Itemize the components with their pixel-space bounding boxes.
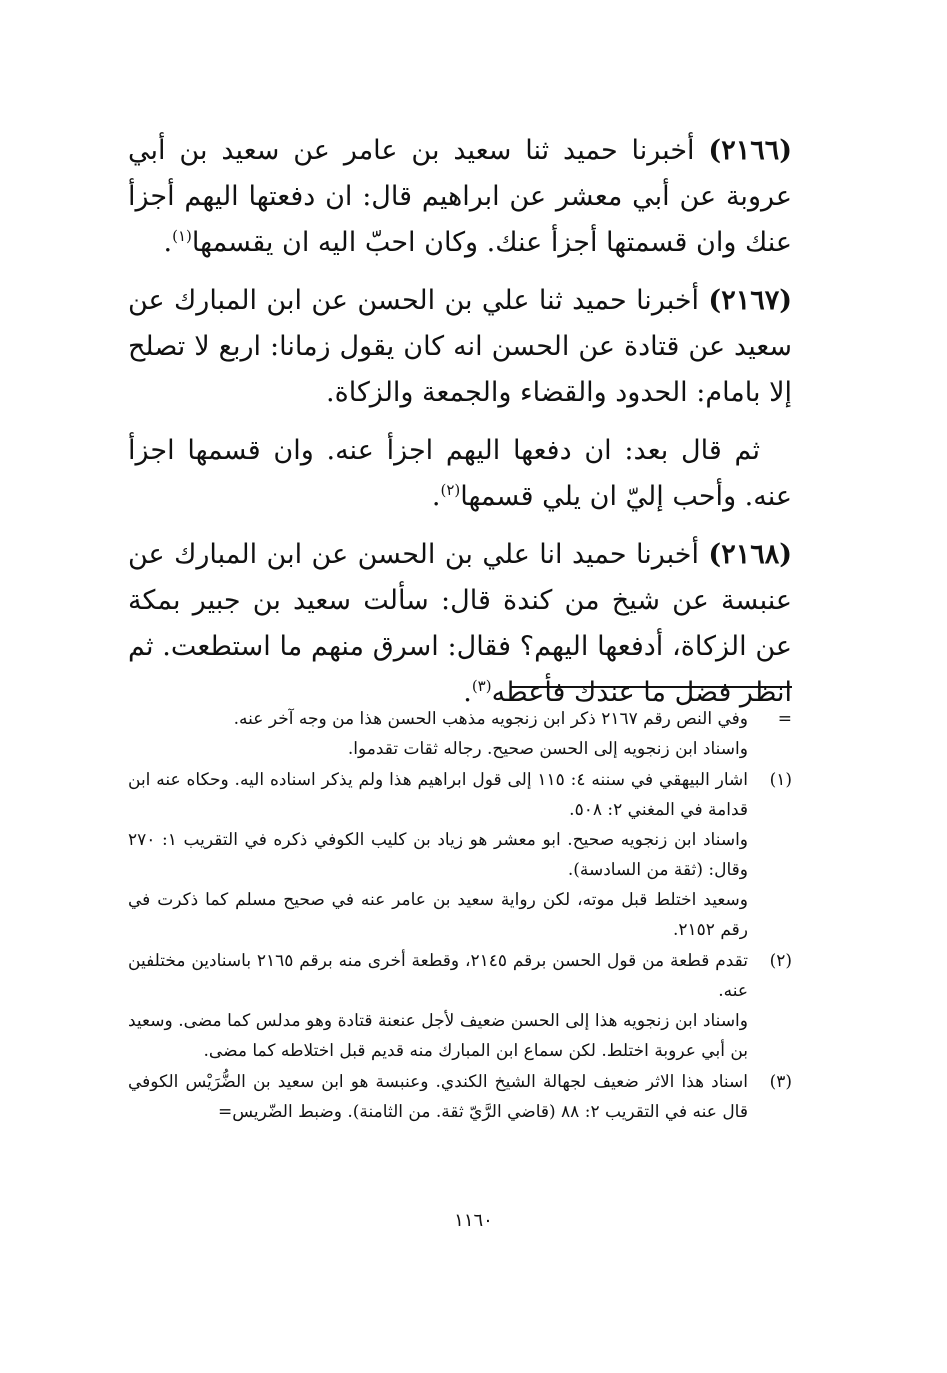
footnote-2	[128, 946, 792, 1066]
hadith-text: أخبرنا حميد انا علي بن الحسن عن ابن المبارك عن عنبسة عن شيخ من كندة قال: سألت سعيد بن جبير بمكة عن الزكاة، أدفعها اليهم؟ فقال: اسرق منهم ما استطعت. ثم انظر فضل ما عندك فأعطه	[128, 539, 792, 708]
hadith-number: (٢١٦٨)	[708, 539, 792, 570]
hadith-2166: (٢١٦٦) أخبرنا حميد ثنا سعيد بن عامر عن سعيد بن أبي عروبة عن أبي معشر عن ابراهيم قال: ان دفعتها اليهم أجزأ عنك وان قسمتها أجزأ عنك. وكان احبّ اليه ان يقسمها$^{(١)}$.	[128, 135, 792, 258]
footnote-line: اشار البيهقي في سننه ٤: ١١٥ إلى قول ابراهيم هذا ولم يذكر اسناده اليه. وحكاه عنه ابن قدامة في المغني ٢: ٥٠٨.	[128, 770, 748, 820]
hadith-text: أخبرنا حميد ثنا سعيد بن عامر عن سعيد بن أبي عروبة عن أبي معشر عن ابراهيم قال: ان دفعتها اليهم أجزأ عنك وان قسمتها أجزأ عنك. وكان احبّ اليه ان يقسمها	[128, 135, 792, 258]
footnote-line: وفي النص رقم ٢١٦٧ ذكر ابن زنجويه مذهب الحسن هذا من وجه آخر عنه.	[233, 709, 748, 729]
footnote-line: واسناد ابن زنجويه إلى الحسن صحيح. رجاله ثقات تقدموا.	[347, 739, 748, 759]
footnote-line: اسناد هذا الاثر ضعيف لجهالة الشيخ الكندي. وعنبسة هو ابن سعيد بن الضُّرَيْس الكوفي قال عنه في التقريب ٢: ٨٨ (قاضي الرَّيّ ثقة. من الثامنة). وضبط الضّريس=	[128, 1072, 748, 1122]
main-text	[128, 128, 792, 728]
hadith-text: ثم قال بعد: ان دفعها اليهم اجزأ عنه. وان قسمها اجزأ عنه. وأحب إليّ ان يلي قسمها	[128, 435, 792, 512]
footnote-mark: (١)	[769, 770, 792, 790]
footnote-continued	[128, 704, 792, 764]
footnote-line: واسناد ابن زنجويه صحيح. ابو معشر هو زياد بن كليب الكوفي ذكره في التقريب ١: ٢٧٠ وقال: (ثقة من السادسة).	[128, 830, 749, 880]
page-number: ١١٦٠	[454, 1210, 493, 1231]
footnote-mark: (٣)	[769, 1072, 792, 1092]
footnote-1	[128, 765, 792, 945]
footnote-divider	[511, 686, 792, 688]
footnote-3	[128, 1067, 792, 1127]
footnote-mark: (٢)	[769, 951, 792, 971]
footnote-mark: =	[777, 709, 792, 729]
hadith-2168: (٢١٦٨) أخبرنا حميد انا علي بن الحسن عن ابن المبارك عن عنبسة عن شيخ من كندة قال: سألت سعيد بن جبير بمكة عن الزكاة، أدفعها اليهم؟ فقال: اسرق منهم ما استطعت. ثم انظر فضل ما عندك فأعطه$^{(٣)}$.	[128, 539, 792, 708]
footnote-line: تقدم قطعة من قول الحسن برقم ٢١٤٥، وقطعة أخرى منه برقم ٢١٦٥ باسنادين مختلفين عنه.	[128, 951, 748, 1001]
hadith-2167-continuation: ثم قال بعد: ان دفعها اليهم اجزأ عنه. وان قسمها اجزأ عنه. وأحب إليّ ان يلي قسمها$^{(٢)}$.	[128, 435, 792, 512]
footnote-ref: (٣)	[471, 677, 492, 695]
footnote-line: وسعيد اختلط قبل موته، لكن رواية سعيد بن عامر عنه في صحيح مسلم كما ذكرت في رقم ٢١٥٢.	[128, 890, 748, 940]
hadith-2167	[128, 278, 792, 416]
footnote-line: واسناد ابن زنجويه هذا إلى الحسن ضعيف لأجل عنعنة قتادة وهو مدلس كما مضى. وسعيد بن أبي عروبة اختلط. لكن سماع ابن المبارك منه قديم قبل اختلاطه كما مضى.	[128, 1011, 748, 1061]
hadith-text: أخبرنا حميد ثنا علي بن الحسن عن ابن المبارك عن سعيد عن قتادة عن الحسن انه كان يقول زمانا: اربع لا تصلح إلا بامام: الحدود والقضاء والجمعة والزكاة.	[128, 285, 792, 408]
footnotes	[128, 704, 792, 1128]
hadith-number: (٢١٦٧)	[708, 285, 792, 316]
footnote-ref: (١)	[172, 227, 192, 245]
hadith-number: (٢١٦٦)	[708, 135, 792, 166]
footnote-ref: (٢)	[440, 481, 461, 499]
